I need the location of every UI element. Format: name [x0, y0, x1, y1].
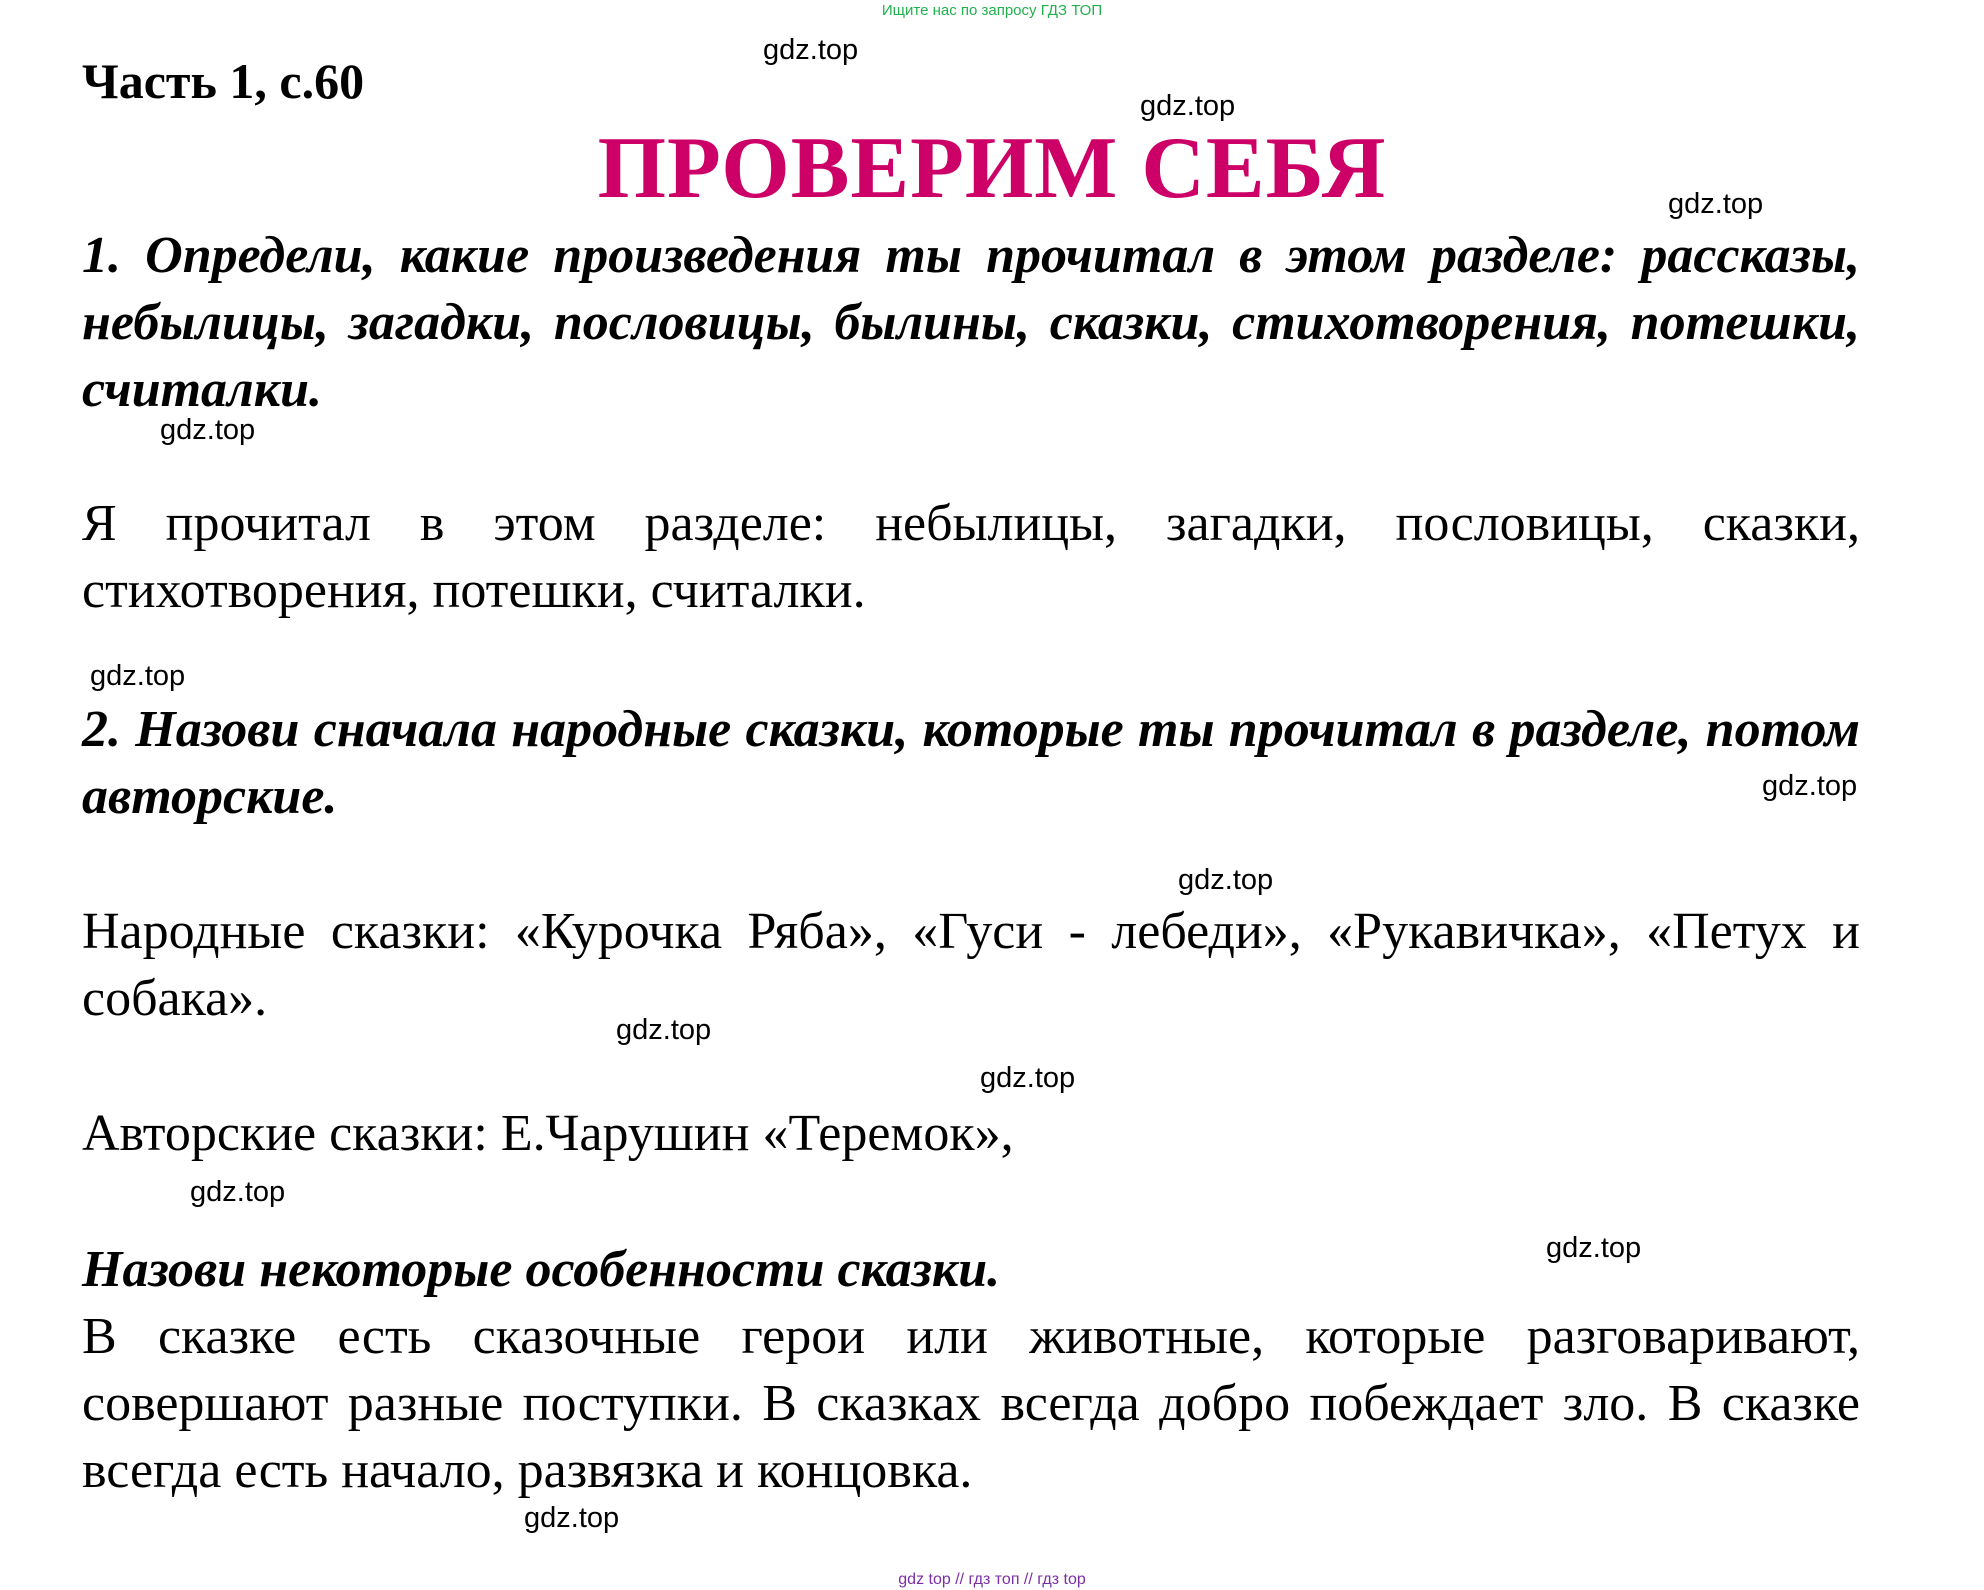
- watermark: gdz.top: [1762, 770, 1858, 802]
- footer-links: gdz top // гдз топ // гдз top: [898, 1571, 1086, 1588]
- watermark: gdz.top: [980, 1062, 1076, 1094]
- question-3: Назови некоторые особенности сказки.: [82, 1241, 1001, 1298]
- question-2: 2. Назови сначала народные сказки, которые ты прочитал в разделе, потом авторские.: [82, 701, 1860, 825]
- watermark: gdz.top: [90, 660, 186, 692]
- watermark: gdz.top: [160, 414, 256, 446]
- answer-1: Я прочитал в этом разделе: небылицы, загадки, пословицы, сказки, стихотворения, потешки, считалки.: [82, 495, 1860, 619]
- question-1: 1. Определи, какие произведения ты прочитал в этом разделе: рассказы, небылицы, загадки, пословицы, былины, сказки, стихотворения, потешки, считалки.: [82, 227, 1860, 418]
- answer-3: В сказке есть сказочные герои или животные, которые разговаривают, совершают разные поступки. В сказках всегда добро побеждает зло. В сказке всегда есть начало, развязка и концовка.: [82, 1308, 1860, 1499]
- page-title: ПРОВЕРИМ СЕБЯ: [597, 120, 1387, 217]
- watermark: gdz.top: [1140, 90, 1236, 122]
- watermark: gdz.top: [1178, 864, 1274, 896]
- watermark: gdz.top: [763, 34, 859, 66]
- answer-2-folk-tales: Народные сказки: «Курочка Ряба», «Гуси - лебеди», «Рукавичка», «Петух и собака».: [82, 903, 1860, 1027]
- watermark: gdz.top: [190, 1176, 286, 1208]
- page-reference: Часть 1, с.60: [82, 53, 365, 109]
- watermark: gdz.top: [616, 1014, 712, 1046]
- answer-2-author-tales: Авторские сказки: Е.Чарушин «Теремок»,: [82, 1105, 1014, 1162]
- watermark: gdz.top: [1668, 188, 1764, 220]
- watermark: gdz.top: [1546, 1232, 1642, 1264]
- search-banner: Ищите нас по запросу ГДЗ ТОП: [881, 2, 1103, 19]
- watermark: gdz.top: [524, 1502, 620, 1534]
